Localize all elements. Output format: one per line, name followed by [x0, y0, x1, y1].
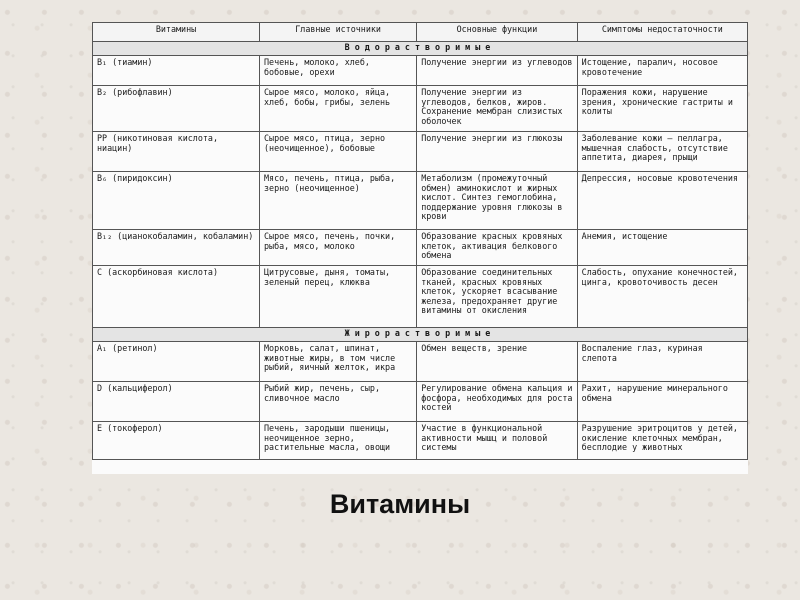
sources-cell: Морковь, салат, шпинат, животные жиры, в том числе рыбий, яичный желток, икра: [260, 342, 417, 382]
group-label: Водорастворимые: [93, 42, 748, 56]
vitamin-cell: B₂ (рибофлавин): [93, 86, 260, 132]
functions-cell: Образование красных кровяных клеток, активация белкового обмена: [417, 230, 577, 266]
symptoms-cell: Заболевание кожи — пеллагра, мышечная слабость, отсутствие аппетита, диарея, прыщи: [577, 132, 747, 172]
table-row: [93, 56, 748, 86]
sources-cell: Сырое мясо, птица, зерно (неочищенное), бобовые: [260, 132, 417, 172]
symptoms-cell: Анемия, истощение: [577, 230, 747, 266]
vitamin-cell: B₆ (пиридоксин): [93, 172, 260, 230]
vitamin-cell: C (аскорбиновая кислота): [93, 266, 260, 328]
symptoms-cell: Разрушение эритроцитов у детей, окисление клеточных мембран, бесплодие у животных: [577, 422, 747, 460]
vitamin-cell: PP (никотиновая кислота, ниацин): [93, 132, 260, 172]
vitamin-cell: B₁₂ (цианокобаламин, кобаламин): [93, 230, 260, 266]
symptoms-cell: Депрессия, носовые кровотечения: [577, 172, 747, 230]
sources-cell: Рыбий жир, печень, сыр, сливочное масло: [260, 382, 417, 422]
column-header-vitamins: Витамины: [93, 23, 260, 42]
vitamin-cell: B₁ (тиамин): [93, 56, 260, 86]
functions-cell: Участие в функциональной активности мышц и половой системы: [417, 422, 577, 460]
table-row: [93, 342, 748, 382]
group-row-water-soluble: [93, 42, 748, 56]
table-row: [93, 422, 748, 460]
functions-cell: Метаболизм (промежуточный обмен) аминокислот и жирных кислот. Синтез гемоглобина, поддержание уровня глюкозы в крови: [417, 172, 577, 230]
table-row: [93, 230, 748, 266]
vitamin-table: [92, 22, 748, 460]
symptoms-cell: Рахит, нарушение минерального обмена: [577, 382, 747, 422]
functions-cell: Получение энергии из углеводов, белков, жиров. Сохранение мембран слизистых оболочек: [417, 86, 577, 132]
sources-cell: Сырое мясо, печень, почки, рыба, мясо, молоко: [260, 230, 417, 266]
vitamin-cell: E (токоферол): [93, 422, 260, 460]
sources-cell: Сырое мясо, молоко, яйца, хлеб, бобы, грибы, зелень: [260, 86, 417, 132]
column-header-symptoms: Симптомы недостаточности: [577, 23, 747, 42]
table-row: [93, 132, 748, 172]
vitamin-cell: A₁ (ретинол): [93, 342, 260, 382]
functions-cell: Обмен веществ, зрение: [417, 342, 577, 382]
sources-cell: Печень, молоко, хлеб, бобовые, орехи: [260, 56, 417, 86]
symptoms-cell: Истощение, паралич, носовое кровотечение: [577, 56, 747, 86]
functions-cell: Регулирование обмена кальция и фосфора, необходимых для роста костей: [417, 382, 577, 422]
table-row: [93, 382, 748, 422]
table-row: [93, 266, 748, 328]
column-header-sources: Главные источники: [260, 23, 417, 42]
symptoms-cell: Слабость, опухание конечностей, цинга, кровоточивость десен: [577, 266, 747, 328]
group-row-fat-soluble: [93, 328, 748, 342]
functions-cell: Получение энергии из углеводов: [417, 56, 577, 86]
sources-cell: Мясо, печень, птица, рыба, зерно (неочищенное): [260, 172, 417, 230]
group-label: Жирорастворимые: [93, 328, 748, 342]
vitamin-table-image: [92, 22, 748, 474]
sources-cell: Печень, зародыши пшеницы, неочищенное зерно, растительные масла, овощи: [260, 422, 417, 460]
symptoms-cell: Воспаление глаз, куриная слепота: [577, 342, 747, 382]
column-header-functions: Основные функции: [417, 23, 577, 42]
table-row: [93, 86, 748, 132]
slide-title: Витамины: [329, 489, 471, 519]
symptoms-cell: Поражения кожи, нарушение зрения, хронические гастриты и колиты: [577, 86, 747, 132]
sources-cell: Цитрусовые, дыня, томаты, зеленый перец, клюква: [260, 266, 417, 328]
table-row: [93, 172, 748, 230]
functions-cell: Получение энергии из глюкозы: [417, 132, 577, 172]
vitamin-cell: D (кальциферол): [93, 382, 260, 422]
functions-cell: Образование соединительных тканей, красных кровяных клеток, ускоряет всасывание железа, предохраняет другие витамины от окисления: [417, 266, 577, 328]
table-header-row: [93, 23, 748, 42]
